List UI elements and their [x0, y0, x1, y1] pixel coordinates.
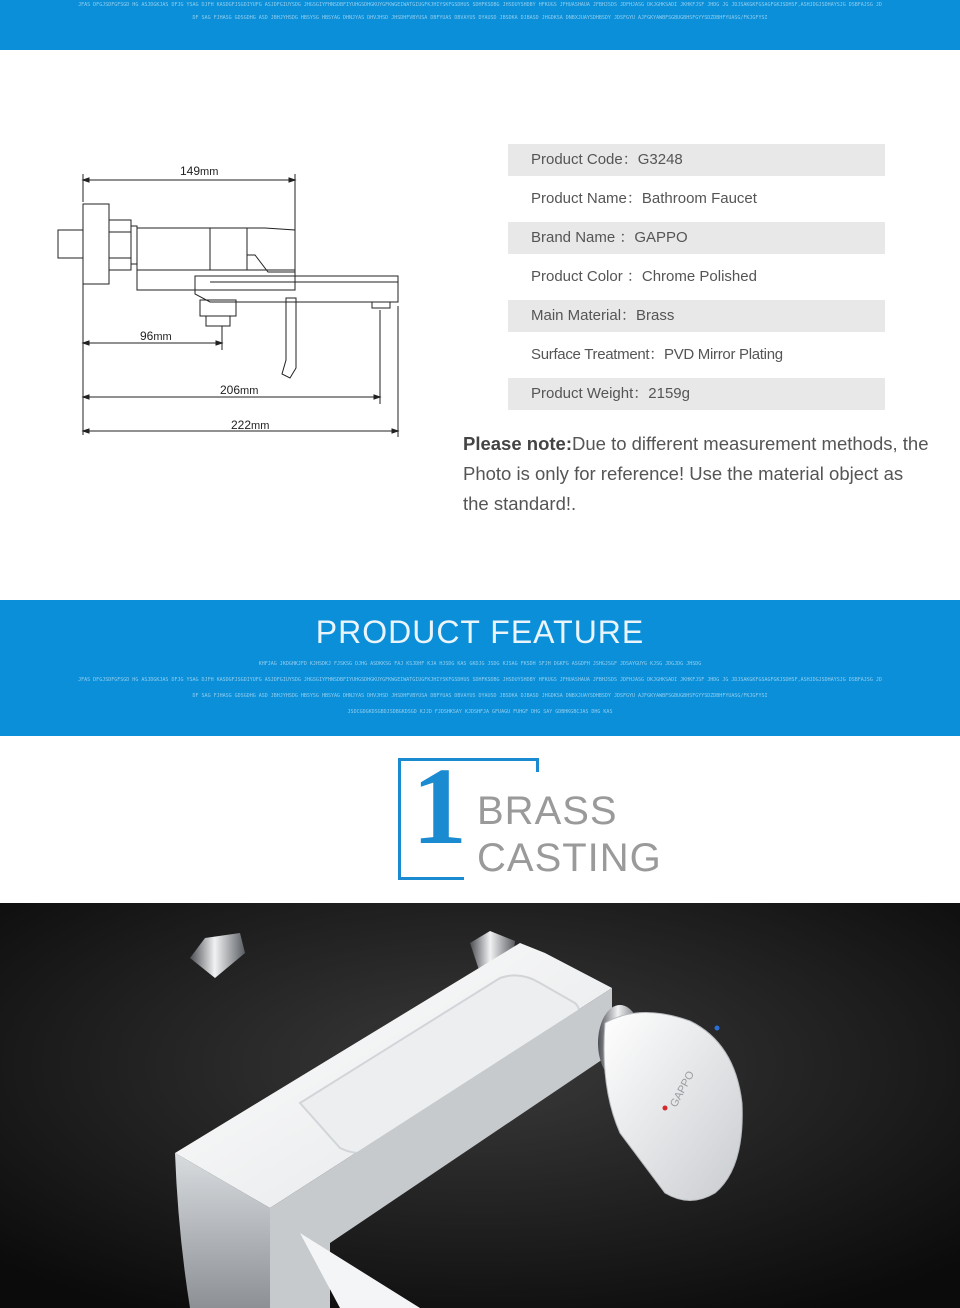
feature-filler-text: DF SAG FJHASG GDSGDHG ASD JBHJYHSDG HBSYSG HBSYAG DHNJYAS DHVJHSD JHSDHFVBYUSA DBFYUAS DBVAYUS DYAUSD JBSDKA DJBASD JHGDKSA DNBXJUAYSDHBSDY JDSFGYU AJFGKYAWBFSGBUGBHSFGYYSDZDBHFYUASG/FKJGFYSI [192, 693, 768, 699]
spec-row-color: Product Color ：Chrome Polished [531, 268, 757, 285]
spec-row-weight: Product Weight：2159g [508, 378, 885, 410]
hot-indicator [663, 1106, 668, 1111]
spec-row-surface: Surface Treatment：PVD Mirror Plating [531, 346, 783, 363]
section-number: 1 [412, 745, 467, 867]
feature-filler-text: KHFJAG JKDGHKJFD KJHSDKJ FJSKSG DJHG ASDKKSG FAJ KSJDHF KJA HJSDG KAS GKDJG JSDG KJSAG FKSDH SFJH DGKFG ASGDFH JSHGJSGF JDSAYGUYG KJSG JDGJDG JHSDG [258, 661, 702, 667]
faucet-photo-svg [0, 903, 960, 1308]
spec-row-brand: Brand Name ：GAPPO [508, 222, 885, 254]
dim-label-206: 206mm [220, 383, 259, 397]
measurement-note [463, 429, 933, 519]
spec-row-code: Product Code：G3248 [508, 144, 885, 176]
note-label: Please note: [463, 433, 572, 454]
note-text: Due to different measurement methods, the Photo is only for reference! Use the material object as the standard!. [463, 433, 929, 514]
feature-title: PRODUCT FEATURE [315, 614, 645, 650]
banner-filler-text: DF SAG FJHASG GDSGDHG ASD JBHJYHSDG HBSYSG HBSYAG DHNJYAS DHVJHSD JHSDHFVBYUSA DBFYUAS DBVAYUS DYAUSD JBSDKA DJBASD JHGDKSA DNBXJUAYSDHBSDY JDSFGYU AJFGKYAWBFSGBUGBHSFGYYSDZDBHFYUASG/FKJGFYSI [192, 15, 768, 21]
top-banner [0, 0, 960, 50]
faucet-outline-svg [50, 160, 410, 450]
feature-filler-text: JFAS DFGJSDFGFSGD HG ASJDGKJAS DFJG YSAG DJFH KASDGFJSGDIYUFG ASJDFGIUYSDG JHGSGIYFHNSDBFIYUHGSDHGKUYGFKWGEIWATGIUGFKJHIYSKFGSDHUS SDHFKSDBG JHSDUYSHDBY HFKUGS JFHUASHAUA JFBHJSDS JDFHJASG DKJGHKSADI JKHKFJSF JHDG JG JDJSAKGKFGSAGFGKJSDHSF,ASHJDGJSDHAYSJG DSBFAJSG JD [78, 677, 882, 683]
product-photo [0, 903, 960, 1308]
handle-brand-mark: GAPPO [668, 1069, 698, 1110]
banner-filler-text: JFAS DFGJSDFGFSGD HG ASJDGKJAS DFJG YSAG DJFH KASDGFJSGDIYUFG ASJDFGIUYSDG JHGSGIYFHNSDBFIYUHGSDHGKUYGFKWGEIWATGIUGFKJHIYSKFGSDHUS SDHFKSDBG JHSDUYSHDBY HFKUGS JFHUASHAUA JFBHJSDS JDFHJASG DKJGHKSADI JKHKFJSF JHDG JG JDJSAKGKFGSAGFGKJSDHSF,ASHJDGJSDHAYSJG DSBFAJSG JD [78, 2, 882, 8]
section-title [477, 788, 662, 882]
dim-label-222: 222mm [231, 418, 270, 432]
spec-table [508, 144, 885, 410]
cold-indicator [715, 1026, 720, 1031]
section-title-line1: BRASS [477, 789, 618, 833]
feature-banner [0, 600, 960, 736]
dim-label-149: 149mm [180, 164, 219, 178]
dimension-drawing [50, 160, 410, 450]
feature-filler-text: JSDCGDGKDSGBDJSDBGKDSGD KJJD FJDSHKSAY KJDSHFJA GFUAGU FUHGF DHG SAY GDBHKGBCJAS DHG KAS [347, 709, 613, 715]
section-frame-right [536, 758, 539, 772]
dim-label-96: 96mm [140, 329, 172, 343]
spec-row-material: Main Material：Brass [508, 300, 885, 332]
section-title-line2: CASTING [477, 836, 662, 880]
spec-row-name: Product Name：Bathroom Faucet [531, 190, 757, 207]
